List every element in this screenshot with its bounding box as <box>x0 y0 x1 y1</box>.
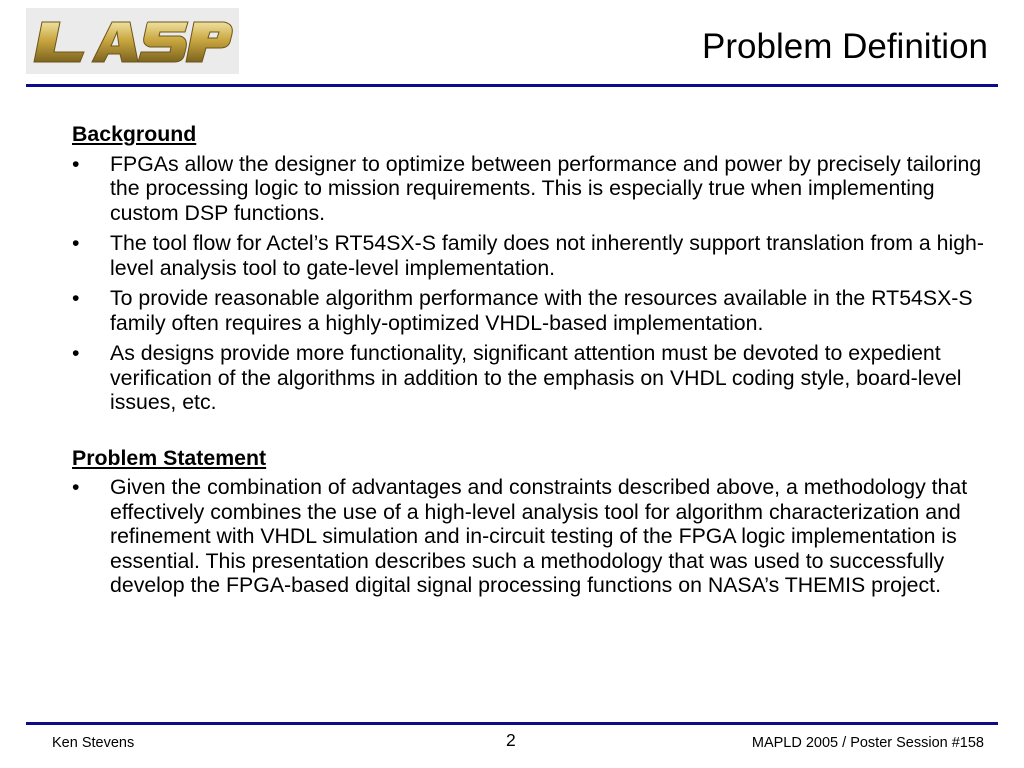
bullet-item <box>72 341 992 415</box>
slide-body <box>72 122 992 604</box>
bullet-item <box>72 152 992 226</box>
page-number: 2 <box>506 730 516 750</box>
lasp-logo <box>26 8 239 74</box>
lasp-logo-icon <box>26 8 239 74</box>
bullet-icon: • <box>72 475 80 499</box>
bullet-text: To provide reasonable algorithm performance with the resources available in the RT54SX-S family often requires a highly-optimized VHDL-based implementation. <box>110 286 973 335</box>
bullet-text: Given the combination of advantages and constraints described above, a methodology that effectively combines the use of a high-level analysis tool for algorithm characterization and refinement with VHDL simulation and in-circuit testing of the FPGA logic implementation is essential. This presentation describes such a methodology that was used to successfully develop the FPGA-based digital signal processing functions on NASA’s THEMIS project. <box>110 475 968 597</box>
bullet-item <box>72 475 992 598</box>
bullet-icon: • <box>72 231 80 255</box>
footer-event: MAPLD 2005 / Poster Session #158 <box>751 735 984 751</box>
problem-statement-bullet-list <box>72 475 992 598</box>
bullet-text: The tool flow for Actel’s RT54SX-S family does not inherently support translation from a high-level analysis tool to gate-level implementation. <box>110 231 984 280</box>
section-heading-background: Background <box>72 122 197 146</box>
bullet-text: As designs provide more functionality, significant attention must be devoted to expedient verification of the algorithms in addition to the emphasis on VHDL coding style, board-level issues, etc. <box>110 341 962 414</box>
section-heading-problem-statement: Problem Statement <box>72 445 267 470</box>
background-bullet-list <box>72 152 992 415</box>
bullet-icon: • <box>72 341 80 365</box>
slide-title: Problem Definition <box>702 27 988 66</box>
footer-divider <box>26 722 998 725</box>
bullet-icon: • <box>72 151 80 176</box>
footer-author: Ken Stevens <box>52 735 135 751</box>
bullet-icon: • <box>72 286 80 310</box>
bullet-item <box>72 286 992 335</box>
bullet-item <box>72 231 992 280</box>
bullet-text: FPGAs allow the designer to optimize between performance and power by precisely tailoring the processing logic to mission requirements. This is especially true when implementing custom DSP functions. <box>110 151 982 225</box>
header-divider <box>26 84 998 87</box>
